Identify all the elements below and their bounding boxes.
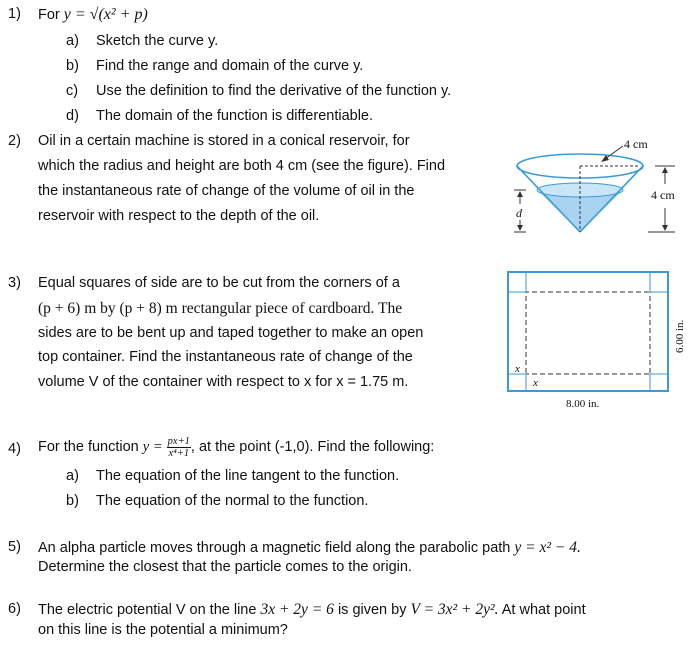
q6-part-3: At what point (501, 602, 586, 618)
depth-arrow-up (517, 191, 523, 197)
q6-potential-equation: V = 3x² + 2y². (410, 601, 499, 618)
q1-part-d-letter: d) (66, 108, 79, 124)
cut-label-bottom: x (533, 377, 538, 389)
cut-square-br (650, 374, 668, 391)
q4-part-b-letter: b) (66, 493, 79, 509)
q3-number: 3) (8, 275, 21, 291)
q1-part-c-text: Use the definition to find the derivative of the function y. (96, 83, 452, 99)
cardboard-figure (500, 265, 698, 415)
q6-line-1 (38, 601, 586, 619)
depth-label: d (516, 206, 522, 220)
q6-line-2: on this line is the potential a minimum? (38, 622, 288, 638)
q2-number: 2) (8, 133, 21, 149)
q5-line-1 (38, 539, 581, 557)
q4-part-b-text: The equation of the normal to the function. (96, 493, 369, 509)
oil-surface (537, 183, 623, 197)
q2-line-2: which the radius and height are both 4 cm (see the figure). Find (38, 158, 446, 174)
q4-numerator: px+1 (167, 435, 190, 447)
q1-equation: y = √(x² + p) (63, 6, 148, 23)
q6-part-2: is given by (337, 602, 407, 618)
q4-part-a-text: The equation of the line tangent to the function. (96, 468, 400, 484)
q5-line-2: Determine the closest that the particle comes to the origin. (38, 559, 412, 575)
q1-lead (38, 6, 148, 24)
q4-y-eq: y = (142, 439, 163, 455)
cut-square-tr (650, 272, 668, 292)
cut-square-bl (508, 374, 526, 391)
q1-lead-text: For (38, 7, 60, 23)
q4-part-a-letter: a) (66, 468, 79, 484)
q4-denominator: x⁴+1 (168, 447, 190, 459)
height-label-rotated: 6.00 in. (674, 319, 686, 353)
q5-line-1-text: An alpha particle moves through a magnetic field along the parabolic path (38, 540, 511, 556)
q3-line-3: sides are to be bent up and taped together to make an open (38, 325, 424, 341)
q2-line-4: reservoir with respect to the depth of the oil. (38, 208, 320, 224)
q3-line-1: Equal squares of side are to be cut from the corners of a (38, 275, 400, 291)
q1-part-a-text: Sketch the curve y. (96, 33, 219, 49)
width-label: 8.00 in. (566, 398, 600, 410)
cone-figure (500, 128, 698, 240)
q2-line-1: Oil in a certain machine is stored in a conical reservoir, for (38, 133, 410, 149)
radius-pointer-arrow (601, 155, 609, 162)
q4-number: 4) (8, 441, 21, 457)
radius-label: 4 cm (624, 137, 648, 151)
q1-part-c-letter: c) (66, 83, 79, 99)
height-arrow-up (662, 167, 668, 173)
q1-part-b-letter: b) (66, 58, 79, 74)
q1-part-b-text: Find the range and domain of the curve y. (96, 58, 364, 74)
q6-part-1: The electric potential V on the line (38, 602, 257, 618)
cut-square-tl (508, 272, 526, 292)
q2-line-3: the instantaneous rate of change of the volume of oil in the (38, 183, 415, 199)
q3-line-5: volume V of the container with respect to x for x = 1.75 m. (38, 374, 409, 390)
q4-line-1 (38, 434, 434, 460)
height-arrow-down (662, 225, 668, 231)
height-label: 4 cm (651, 188, 675, 202)
depth-arrow-down (517, 225, 523, 231)
q6-line-equation: 3x + 2y = 6 (260, 601, 334, 618)
q3-line-2: (p + 6) m by (p + 8) m rectangular piece of cardboard. The (38, 300, 403, 317)
cardboard-outline (508, 272, 668, 391)
cut-label-side: x (515, 363, 520, 375)
q3-line-4: top container. Find the instantaneous rate of change of the (38, 349, 413, 365)
q5-equation: y = x² − 4. (514, 539, 581, 556)
q6-number: 6) (8, 601, 21, 617)
q1-part-d-text: The domain of the function is differentiable. (96, 108, 374, 124)
q5-number: 5) (8, 539, 21, 555)
q4-tail: , at the point (-1,0). Find the following: (190, 439, 435, 455)
q1-number: 1) (8, 6, 21, 22)
q4-fraction (167, 436, 191, 459)
q1-part-a-letter: a) (66, 33, 79, 49)
q4-lead: For the function (38, 439, 139, 455)
